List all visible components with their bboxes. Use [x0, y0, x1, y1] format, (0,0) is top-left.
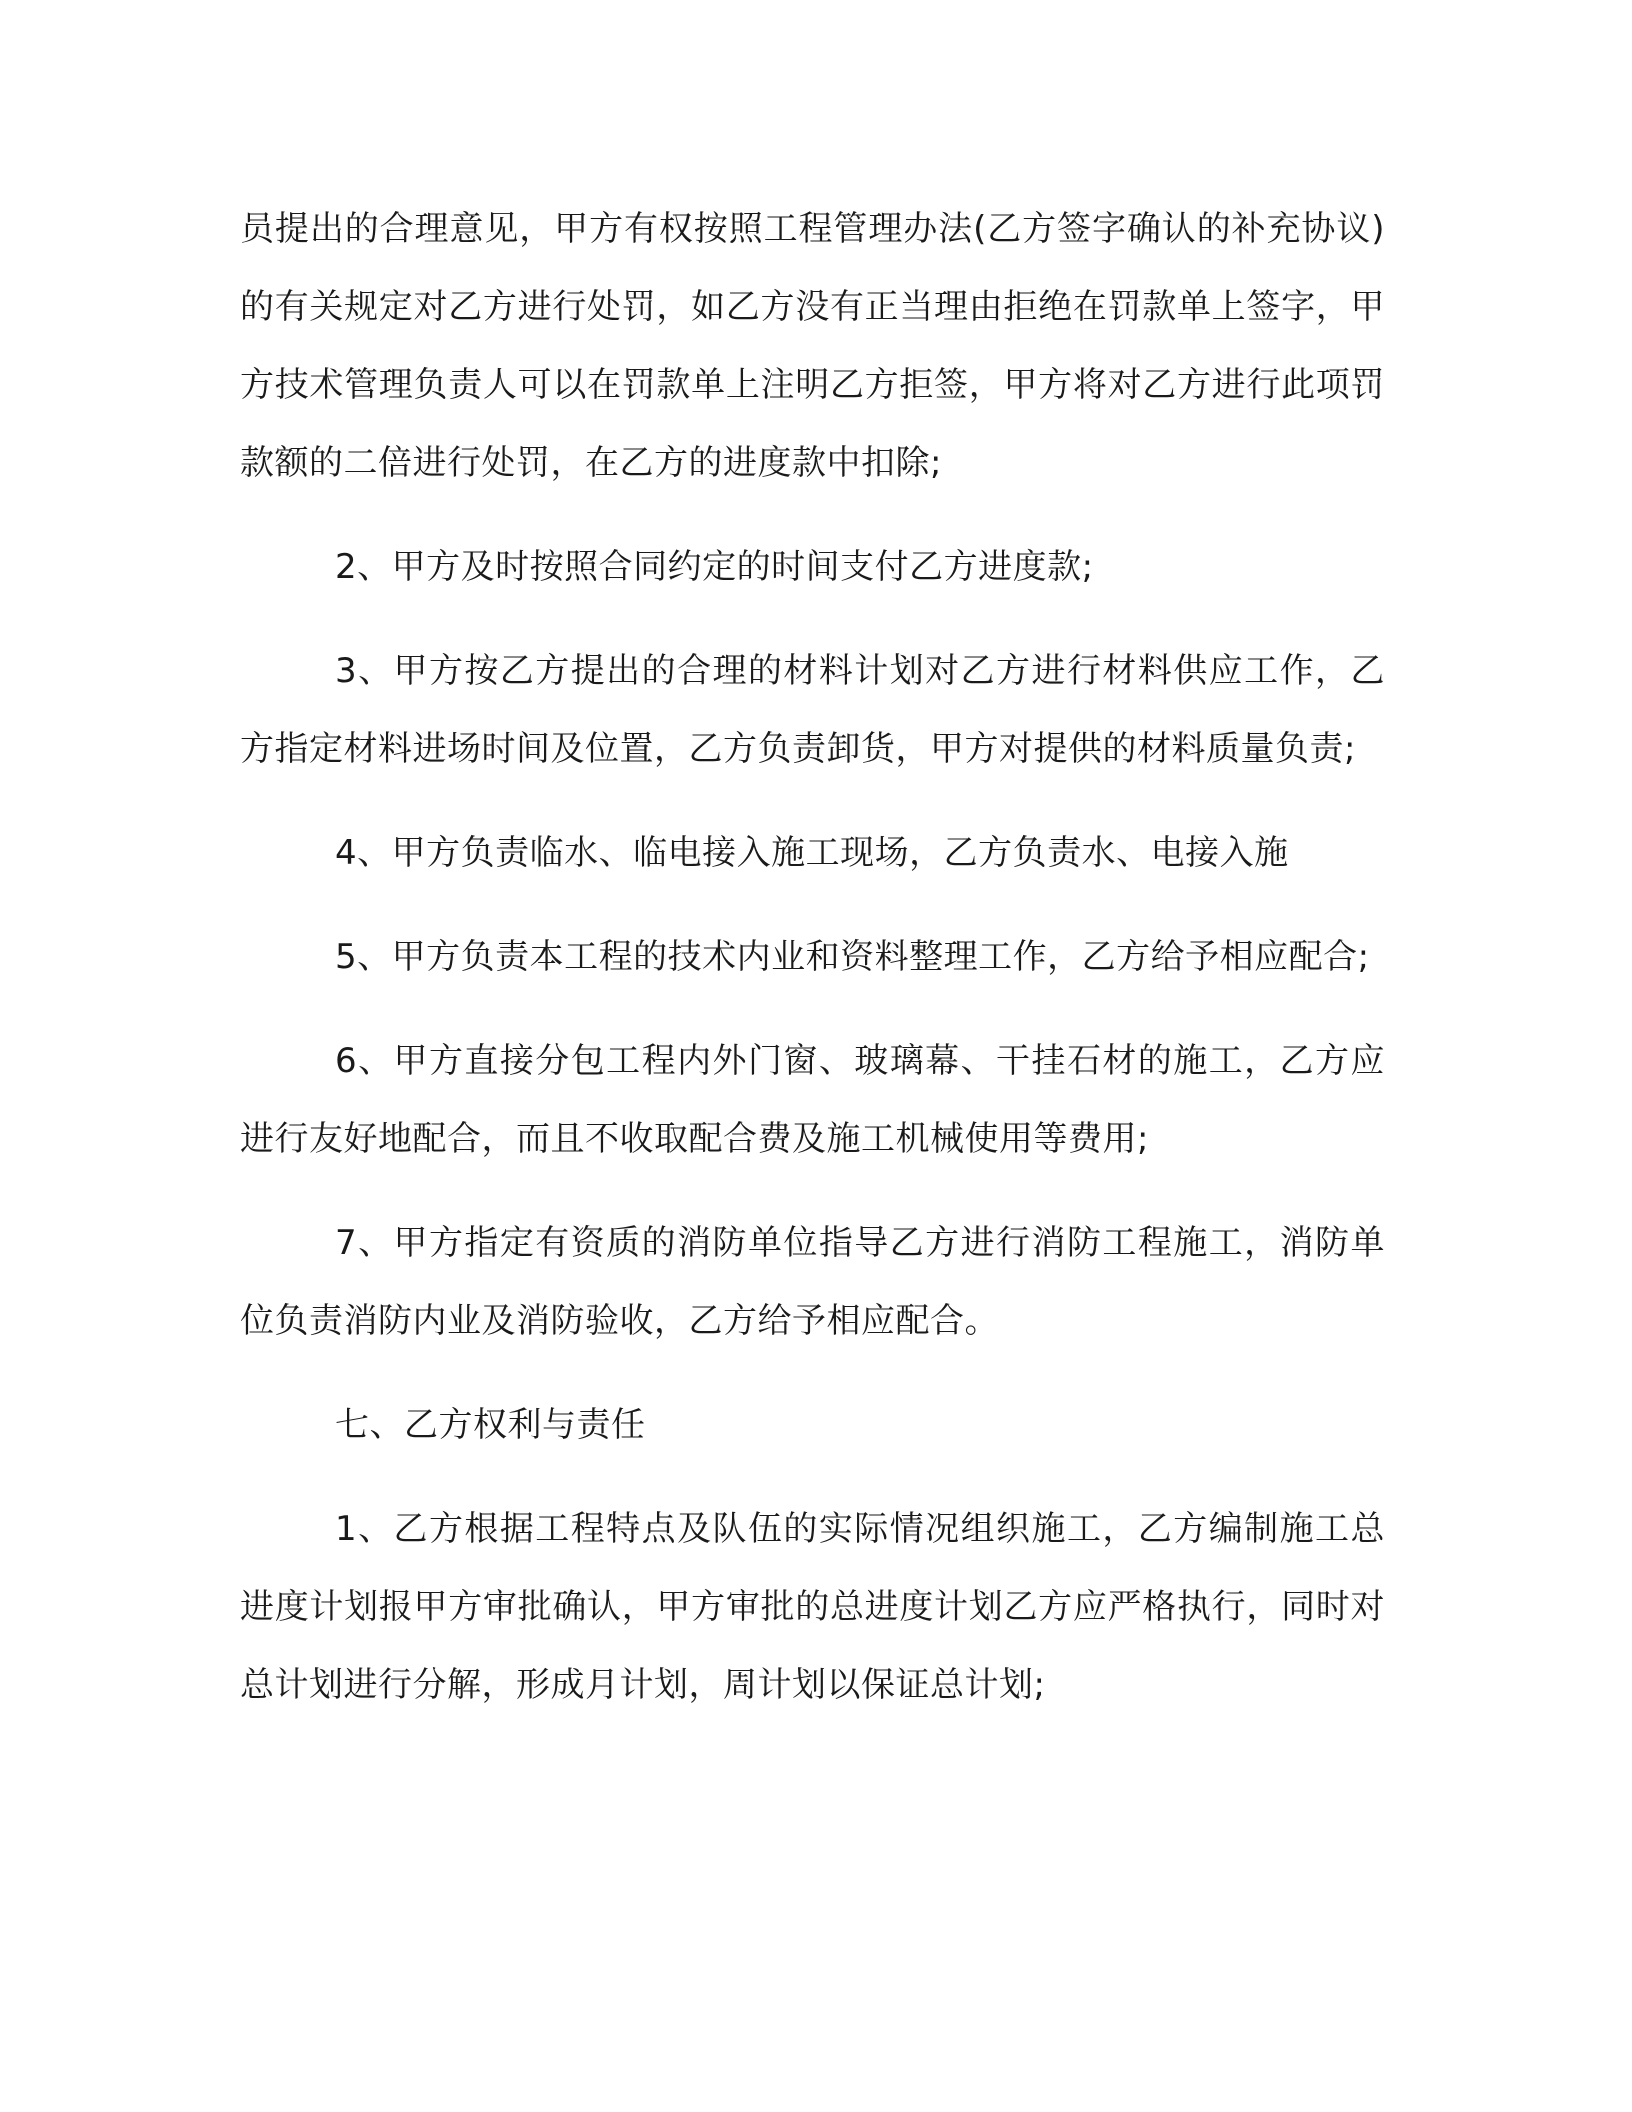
paragraph-item-2: 2、甲方及时按照合同约定的时间支付乙方进度款; [335, 547, 1094, 587]
paragraph-item-7: 7、甲方指定有资质的消防单位指导乙方进行消防工程施工，消防单位负责消防内业及消防验收，乙方给予相应配合。 [240, 1223, 1385, 1341]
section-heading: 七、乙方权利与责任 [335, 1405, 646, 1445]
paragraph-item-3: 3、甲方按乙方提出的合理的材料计划对乙方进行材料供应工作，乙方指定材料进场时间及位置，乙方负责卸货，甲方对提供的材料质量负责; [240, 651, 1385, 769]
paragraph-item-5: 5、甲方负责本工程的技术内业和资料整理工作，乙方给予相应配合; [335, 937, 1370, 977]
paragraph-section-item-1: 1、乙方根据工程特点及队伍的实际情况组织施工，乙方编制施工总进度计划报甲方审批确认，甲方审批的总进度计划乙方应严格执行，同时对总计划进行分解，形成月计划，周计划以保证总计划; [240, 1509, 1385, 1705]
paragraph-continuation: 员提出的合理意见，甲方有权按照工程管理办法(乙方签字确认的补充协议)的有关规定对乙方进行处罚，如乙方没有正当理由拒绝在罚款单上签字，甲方技术管理负责人可以在罚款单上注明乙方拒签，甲方将对乙方进行此项罚款额的二倍进行处罚，在乙方的进度款中扣除; [240, 209, 1385, 483]
document-body [240, 190, 1385, 1750]
paragraph-item-4: 4、甲方负责临水、临电接入施工现场，乙方负责水、电接入施 [335, 833, 1289, 873]
paragraph-item-6: 6、甲方直接分包工程内外门窗、玻璃幕、干挂石材的施工，乙方应进行友好地配合，而且不收取配合费及施工机械使用等费用; [240, 1041, 1385, 1159]
